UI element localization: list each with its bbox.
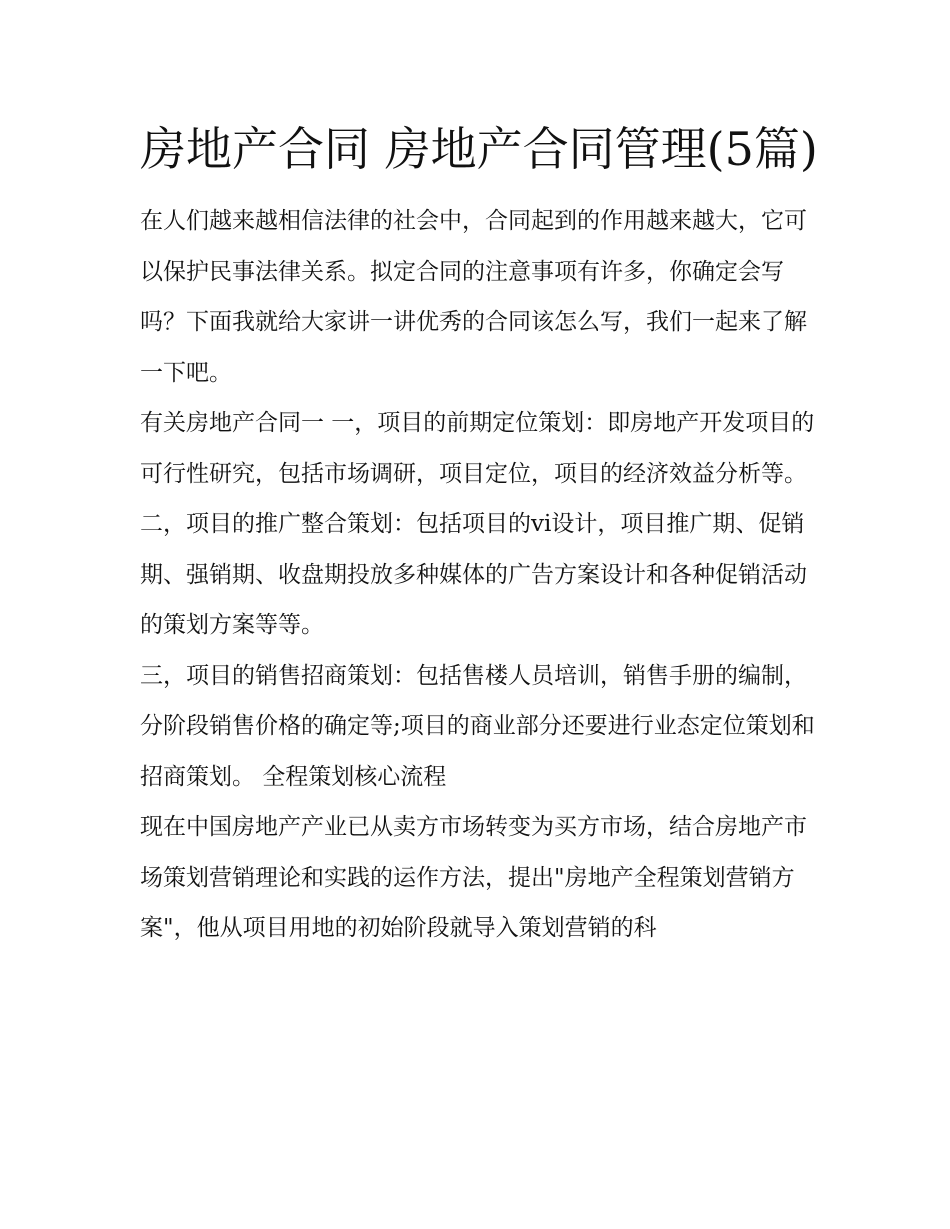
document-title: 房地产合同 房地产合同管理(5篇) [140, 122, 818, 176]
paragraph-intro: 在人们越来越相信法律的社会中，合同起到的作用越来越大，它可以保护民事法律关系。拟定合同的注意事项有许多，你确定会写吗？下面我就给大家讲一讲优秀的合同该怎么写，我们一起来了解一下吧。 [140, 208, 807, 386]
paragraph-section-3: 三，项目的销售招商策划：包括售楼人员培训，销售手册的编制，分阶段销售价格的确定等;项目的商业部分还要进行业态定位策划和招商策划。 全程策划核心流程 [140, 662, 815, 790]
paragraph-section-4: 现在中国房地产产业已从卖方市场转变为买方市场，结合房地产市场策划营销理论和实践的运作方法，提出"房地产全程策划营销方案"，他从项目用地的初始阶段就导入策划营销的科 [140, 814, 807, 941]
paragraph-section-1: 有关房地产合同一 一，项目的前期定位策划：即房地产开发项目的可行性研究，包括市场调研，项目定位，项目的经济效益分析等。 [140, 410, 815, 487]
document-content [140, 112, 820, 954]
paragraph-section-2: 二，项目的推广整合策划：包括项目的vi设计，项目推广期、促销期、强销期、收盘期投放多种媒体的广告方案设计和各种促销活动的策划方案等等。 [140, 511, 807, 638]
